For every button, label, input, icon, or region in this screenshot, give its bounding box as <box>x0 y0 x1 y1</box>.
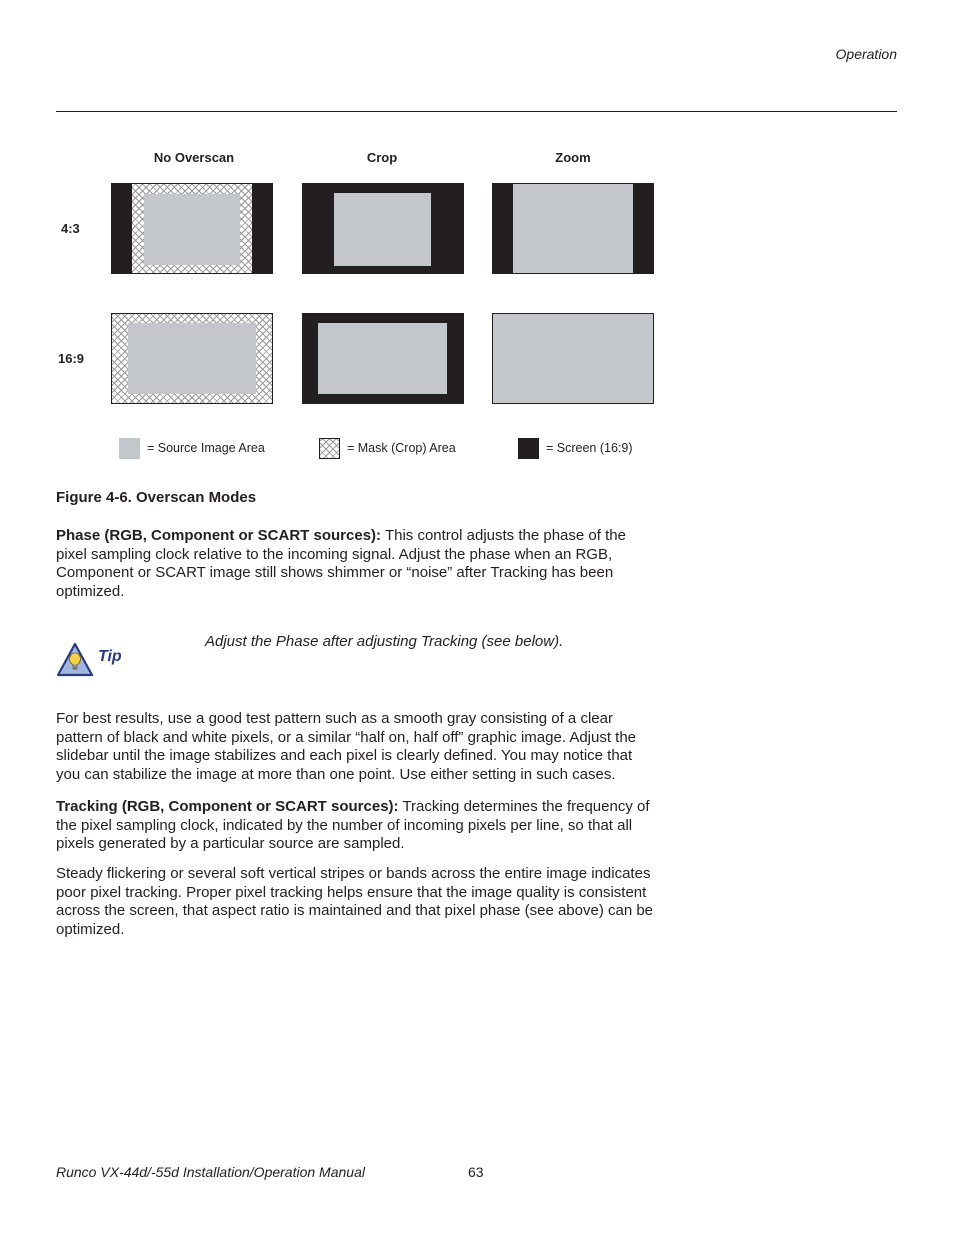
tip-label: Tip <box>98 648 122 665</box>
row-label-16-9: 16:9 <box>58 351 85 366</box>
legend-swatch-mask <box>319 438 340 459</box>
tip-icon <box>56 642 94 677</box>
column-label-crop: Crop <box>366 150 398 165</box>
legend-swatch-source <box>119 438 140 459</box>
panel-4-3-zoom <box>492 183 654 274</box>
legend-label-screen: = Screen (16:9) <box>546 441 633 455</box>
best-results-paragraph: For best results, use a good test pattern such as a smooth gray consisting of a clear pattern of black and white pixels, or a similar “half on, half off” graphic image. Adjust the slidebar until the image stabilizes and each pixel is clearly defined. You may notice that you can stabilize the image at more than one point. Use either setting in such cases. <box>56 710 637 784</box>
tip-text: Adjust the Phase after adjusting Tracking (see below). <box>205 633 564 650</box>
panel-16-9-zoom <box>492 313 654 404</box>
figure-caption: Figure 4-6. Overscan Modes <box>56 489 257 506</box>
footer-manual-title: Runco VX-44d/-55d Installation/Operation Manual <box>56 1164 365 1180</box>
phase-heading: Phase (RGB, Component or SCART sources): <box>56 527 382 544</box>
legend-label-source: = Source Image Area <box>147 441 265 455</box>
column-label-no-overscan: No Overscan <box>153 150 235 165</box>
legend-swatch-screen <box>518 438 539 459</box>
flicker-paragraph: Steady flickering or several soft vertical stripes or bands across the entire image indicates poor pixel tracking. Proper pixel tracking helps ensure that the image quality is consistent across the screen, that aspect ratio is maintained and that pixel phase (see above) can be optimized. <box>56 865 654 939</box>
tracking-paragraph <box>56 798 656 854</box>
panel-16-9-crop <box>302 313 464 404</box>
header-rule <box>56 111 897 112</box>
tracking-heading: Tracking (RGB, Component or SCART sources): <box>56 798 399 815</box>
panel-4-3-no-overscan <box>111 183 273 274</box>
panel-4-3-crop <box>302 183 464 274</box>
footer-page-number: 63 <box>468 1164 484 1180</box>
legend-label-mask: = Mask (Crop) Area <box>347 441 456 455</box>
row-label-4-3: 4:3 <box>61 221 80 236</box>
phase-paragraph <box>56 527 656 602</box>
column-label-zoom: Zoom <box>555 150 591 165</box>
phase-body: This control adjusts the phase of the pixel sampling clock relative to the incoming signal. Adjust the phase when an RGB, Component or SCART image still shows shimmer or “noise” after Tracking has been optimized. <box>56 527 626 601</box>
header-section-title: Operation <box>835 46 897 62</box>
panel-16-9-no-overscan <box>111 313 273 404</box>
tracking-body: Tracking determines the frequency of the pixel sampling clock, indicated by the number of incoming pixels per line, so that all pixels generated by a particular source are sampled. <box>56 798 650 853</box>
